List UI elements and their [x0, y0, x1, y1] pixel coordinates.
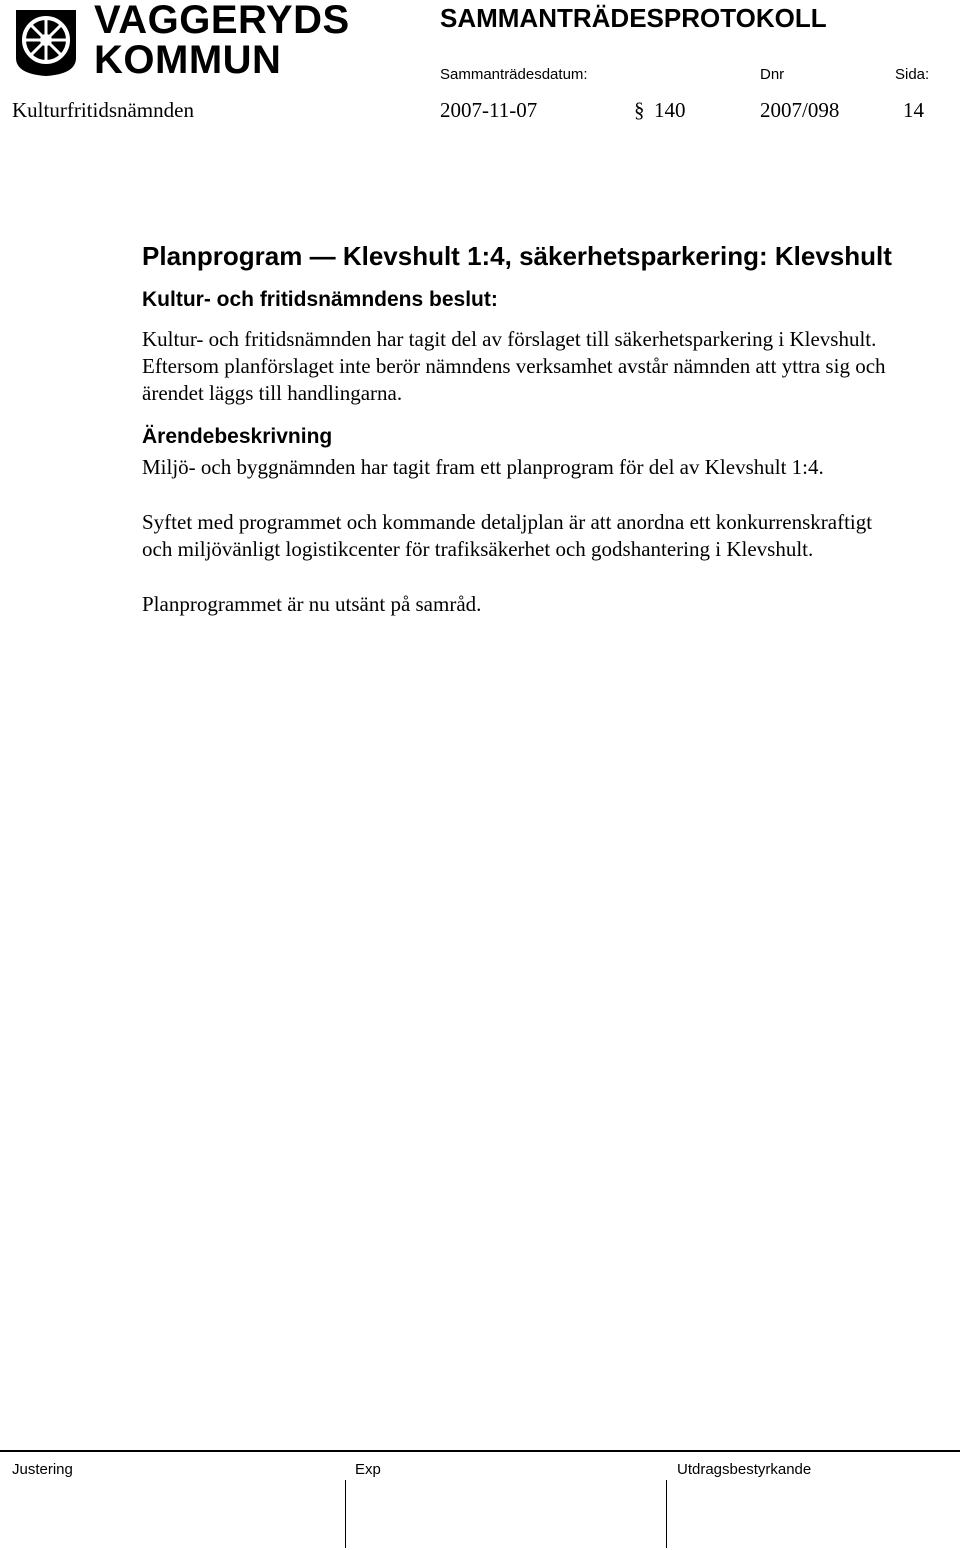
municipality-name-line1: VAGGERYDS — [94, 0, 350, 42]
footer-signature-divider-1 — [345, 1480, 346, 1548]
document-body — [142, 240, 902, 618]
footer-justering-label: Justering — [12, 1461, 73, 1478]
footer-divider — [0, 1450, 960, 1452]
decision-text: Kultur- och fritidsnämnden har tagit del av förslaget till säkerhetsparkering i Klevshult. Eftersom planförslaget inte berör nämndens verksamhet avstår nämnden att yttra sig och ärendet läggs till handlingarna. — [142, 327, 886, 405]
committee-name: Kulturfritidsnämnden — [12, 98, 194, 122]
document-type-title: SAMMANTRÄDESPROTOKOLL — [440, 3, 827, 33]
section-number: 140 — [654, 98, 686, 122]
municipality-name — [94, 0, 350, 80]
page-number: 14 — [903, 98, 924, 122]
item-title: Planprogram — Klevshult 1:4, säkerhetsparkering: Klevshult — [142, 241, 892, 271]
dnr-value: 2007/098 — [760, 98, 840, 122]
section-symbol: § — [634, 98, 645, 122]
municipality-name-line2: KOMMUN — [94, 38, 282, 82]
page-label: Sida: — [895, 66, 930, 83]
description-paragraph-3: Planprogrammet är nu utsänt på samråd. — [142, 592, 482, 616]
municipality-logo-wheel-icon — [12, 6, 80, 78]
meeting-date-label: Sammanträdesdatum: — [440, 66, 588, 83]
decision-heading: Kultur- och fritidsnämndens beslut: — [142, 288, 498, 311]
footer-signature-divider-2 — [666, 1480, 667, 1548]
dnr-label: Dnr — [760, 66, 785, 83]
description-paragraph-1: Miljö- och byggnämnden har tagit fram ett planprogram för del av Klevshult 1:4. — [142, 455, 824, 479]
description-paragraph-2: Syftet med programmet och kommande detaljplan är att anordna ett konkurrenskraftigt och miljövänligt logistikcenter för trafiksäkerhet och godshantering i Klevshult. — [142, 510, 873, 561]
footer-utdragsbestyrkande-label: Utdragsbestyrkande — [677, 1461, 812, 1478]
footer-exp-label: Exp — [355, 1461, 381, 1478]
meeting-date-value: 2007-11-07 — [440, 98, 538, 122]
description-heading: Ärendebeskrivning — [142, 425, 333, 448]
